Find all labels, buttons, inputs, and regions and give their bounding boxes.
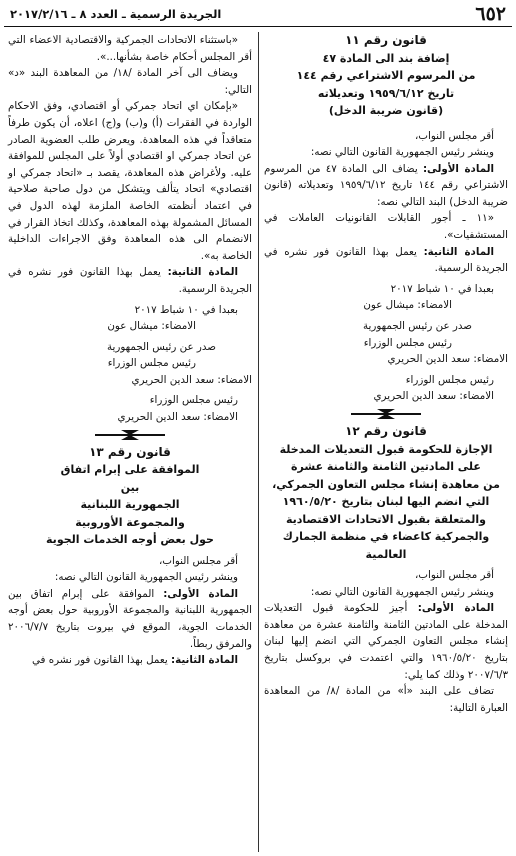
preamble-president: وينشر رئيس الجمهورية القانون التالي نصه: [310, 146, 494, 159]
article-text: يعمل بهذا القانون فور نشره في [31, 654, 171, 667]
signature-pm: الامضاء: سعد الدين الحريري [387, 353, 508, 366]
law-12-title-line: التي انضم اليها لبنان بتاريخ ١٩٦٠/٥/٢٠ [282, 495, 490, 508]
preamble-president: وينشر رئيس الجمهورية القانون التالي نصه: [54, 571, 238, 584]
law-13-title-line: الموافقة على إبرام اتفاق [60, 463, 200, 477]
section-separator [95, 430, 165, 440]
law-11-title-line: (قانون ضريبة الدخل) [328, 104, 444, 117]
law-11-article-2 [264, 244, 508, 277]
law-12-title-line: من معاهدة إنشاء مجلس التعاون الجمركي، [272, 477, 500, 491]
law-13-number: قانون رقم ١٣ [89, 444, 171, 459]
preamble-president: وينشر رئيس الجمهورية القانون التالي نصه: [310, 585, 494, 598]
article-label: المادة الأولى: [163, 587, 238, 600]
right-column [264, 32, 508, 716]
preamble-parliament: أقر مجلس النواب، [414, 569, 494, 581]
law-13-title-line: بين [120, 480, 140, 494]
article-text: يضاف الى المادة ٤٧ من المرسوم الاشتراعي رقم ١٤٤ تاريخ ١٩٥٩/٦/١٢ وتعديلاته (قانون ضريبة الدخل) البند التالي نصه: [264, 162, 508, 208]
amendment-intro-d: ويضاف الى آخر المادة /١٨/ من المعاهدة البند «د» التالي: [8, 67, 252, 96]
article-text: يعمل بهذا القانون فور نشره في الجريدة الرسمية. [8, 266, 252, 295]
law-13-article-2 [8, 652, 252, 669]
left-column [8, 32, 252, 669]
article-label: المادة الأولى: [422, 162, 494, 175]
law-13-article-1 [8, 586, 252, 652]
pm-title: رئيس مجلس الوزراء [107, 357, 196, 370]
article-label: المادة الثانية: [423, 245, 494, 258]
section-separator [351, 409, 421, 419]
law-12-title-line: والمتعلقة بقبول الاتحادات الاقتصادية [285, 512, 487, 526]
signature-pm: الامضاء: سعد الدين الحريري [117, 411, 238, 424]
signature-pm: الامضاء: سعد الدين الحريري [131, 373, 252, 386]
law-12-number: قانون رقم ١٢ [345, 424, 427, 438]
article-text: الموافقة على إبرام اتفاق بين الجمهورية اللبنانية والمجموعة الأوروبية حول بعض أوجه الخدمات الجوية، الموقع في بيروت بتاريخ ٢٠٠٦/٧/٧ والمرفق ربطاً. [8, 587, 252, 650]
page-header [4, 2, 512, 27]
issued-by: صدر عن رئيس الجمهورية [362, 320, 472, 333]
preamble-parliament: أقر مجلس النواب، [414, 129, 494, 142]
law-13-title-line: والمجموعة الأوروبية [75, 515, 185, 529]
page-number: ٦٥٢ [475, 3, 506, 25]
law-12-title-line: والجمركية كاعضاء في منظمة الجمارك العالمية [282, 530, 490, 561]
law-11-number: قانون رقم ١١ [345, 33, 427, 47]
law-12-title-line: على المادتين الثامنة والثامنة عشرة [291, 460, 481, 473]
pm-title: رئيس مجلس الوزراء [149, 394, 238, 407]
signature-pm: الامضاء: سعد الدين الحريري [373, 390, 494, 403]
pm-title: رئيس مجلس الوزراء [405, 373, 494, 386]
column-divider [258, 32, 259, 852]
article-label: المادة الثانية: [170, 654, 238, 667]
law-12-title-line: الإجازة للحكومة قبول التعديلات المدخلة [279, 442, 493, 456]
law-11-article-1 [264, 161, 508, 211]
article-label: المادة الأولى: [417, 602, 494, 615]
law-13-title-line: حول بعض أوجه الخدمات الجوية [46, 533, 214, 547]
law-12-article-1 [264, 600, 508, 683]
gazette-issue-line: الجريدة الرسمية ـ العدد ٨ ـ ٢٠١٧/٢/١٦ [10, 7, 222, 21]
signature-president: الامضاء: ميشال عون [107, 320, 196, 333]
law-11-title-line: إضافة بند الى المادة ٤٧ [322, 51, 450, 65]
preamble-parliament: أقر مجلس النواب، [158, 554, 238, 567]
law-12-article-2 [8, 264, 252, 297]
issued-by: صدر عن رئيس الجمهورية [106, 340, 216, 353]
signing-place-date: بعبدا في ١٠ شباط ٢٠١٧ [134, 303, 238, 316]
article-label: المادة الثانية: [167, 266, 238, 279]
law-11-title-line: من المرسوم الاشتراعي رقم ١٤٤ [296, 69, 476, 82]
article-text: أجيز للحكومة قبول التعديلات المدخلة على المادتين الثامنة والثامنة عشرة من معاهدة إنشاء مجلس التعاون الجمركي التي انضم إليها لبنان بتاريخ ١٩٦٠/٥/٢٠ والتي اعتمدت في بروكسل بتاريخ ٢٠٠٧/٦/٣ وذلك كما يلي: [264, 602, 508, 681]
signature-president: الامضاء: ميشال عون [363, 299, 452, 312]
law-12-amendment-intro: تضاف على البند «أ» من المادة /٨/ من المعاهدة العبارة التالية: [264, 685, 508, 714]
amendment-quote-a: «باستثناء الاتحادات الجمركية والاقتصادية الاعضاء التي أقر المجلس أحكام خاصة بشأنها...». [8, 34, 252, 63]
pm-title: رئيس مجلس الوزراء [363, 336, 452, 349]
law-11-title-line: تاريخ ١٩٥٩/٦/١٢ وتعديلاته [317, 86, 455, 100]
amendment-quote-d: «بإمكان اي اتحاد جمركي أو اقتصادي، وفق الاحكام الواردة في الفقرات (أ) و(ب) و(ج) اعلاه، أن يكون طرفاً متعاقداً في هذه المعاهدة. ويعرض طلب العضوية الصادر عن اتحاد جمركي او اقتصادي أولاً على المجلس للموافقة عليه. ولأغراض هذه المعاهدة، يقصد بـ «اتحاد جمركي او اقتصادي» اتحاد يتألف ويتشكل من دول صاحبة صلاحية في اعتماد أنظمته الخاصة الملزمة لهذه الدول في المسائل المشمولة بهذه المعاهدة، وكذلك اتخاذ القرار في الانضمام الى هذه المعاهدة وفق الاجراءات الداخلية الخاصة به». [8, 100, 252, 262]
article-text: يعمل بهذا القانون فور نشره في الجريدة الرسمية. [264, 245, 508, 275]
law-13-title-line: الجمهورية اللبنانية [80, 498, 180, 512]
signing-place-date: بعبدا في ١٠ شباط ٢٠١٧ [390, 282, 494, 295]
law-11-article-1-quote: «١١ ـ أجور القابلات القانونيات العاملات في المستشفيات». [264, 212, 508, 242]
